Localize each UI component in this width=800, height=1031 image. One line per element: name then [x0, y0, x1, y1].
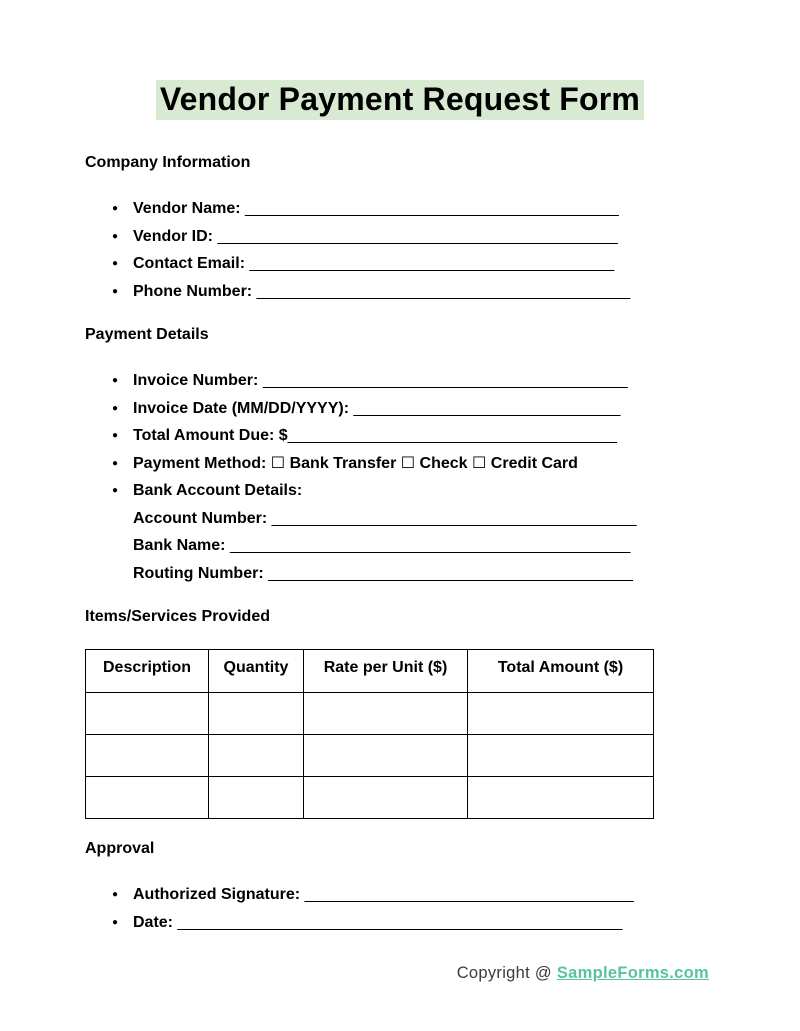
- table-cell: [209, 693, 304, 735]
- table-cell: [209, 777, 304, 819]
- field-label: Vendor ID:: [133, 227, 214, 245]
- blank-line: __________________________________________: [256, 282, 631, 300]
- table-cell: [86, 693, 209, 735]
- bullet-icon: ●: [112, 258, 119, 269]
- blank-line: __________________________________________: [245, 200, 619, 217]
- payment-details-list: [0, 367, 800, 587]
- section-heading-company-information: Company Information: [85, 154, 251, 171]
- field-bank-account-details: [112, 477, 800, 505]
- field-account-number: [133, 505, 800, 533]
- field-label: Date:: [133, 913, 174, 931]
- blank-line: _________________________________________: [249, 255, 615, 272]
- table-header-total-amount: Total Amount ($): [468, 650, 654, 693]
- table-cell: [468, 777, 654, 819]
- blank-line: _____________________________________________: [229, 537, 631, 554]
- table-cell: [304, 735, 468, 777]
- bullet-icon: ●: [112, 375, 119, 386]
- bullet-icon: ●: [112, 285, 119, 297]
- table-row: [86, 693, 654, 735]
- field-phone-number: [112, 278, 800, 306]
- section-heading-items-services: Items/Services Provided: [85, 608, 270, 625]
- bullet-icon: ●: [112, 457, 119, 469]
- bullet-icon: ●: [112, 402, 119, 414]
- field-vendor-name: [112, 195, 800, 223]
- sampleforms-link[interactable]: SampleForms.com: [556, 964, 709, 982]
- field-label: Payment Method:: [133, 454, 267, 472]
- copyright-text: Copyright @: [456, 964, 552, 982]
- blank-line: ______________________________: [353, 399, 621, 417]
- table-cell: [209, 735, 304, 777]
- page-title: [0, 80, 800, 118]
- field-label: Bank Account Details:: [133, 482, 303, 499]
- bullet-icon: ●: [112, 485, 119, 496]
- footer: [0, 964, 800, 983]
- blank-line: _________________________________________: [262, 372, 628, 389]
- field-label: Contact Email:: [133, 255, 246, 272]
- bullet-icon: ●: [112, 916, 119, 928]
- company-information-list: [0, 195, 800, 305]
- blank-line: _____________________________________________: [217, 227, 618, 245]
- field-label: Bank Name:: [133, 537, 226, 554]
- items-services-table: [85, 649, 654, 819]
- blank-line: _____________________________________: [304, 886, 634, 903]
- field-label: Authorized Signature:: [133, 886, 301, 903]
- field-invoice-number: [112, 367, 800, 395]
- bullet-icon: ●: [112, 430, 119, 441]
- field-date: [112, 909, 800, 937]
- section-heading-payment-details: Payment Details: [85, 326, 209, 343]
- table-cell: [304, 777, 468, 819]
- field-label: Routing Number:: [133, 564, 264, 582]
- field-routing-number: [133, 560, 800, 588]
- table-header-description: Description: [86, 650, 209, 693]
- field-label: Invoice Date (MM/DD/YYYY):: [133, 399, 350, 417]
- table-row: [86, 735, 654, 777]
- field-invoice-date: [112, 395, 800, 423]
- page-title-text: Vendor Payment Request Form: [156, 80, 644, 120]
- field-label: Phone Number:: [133, 282, 253, 300]
- field-total-amount-due: [112, 422, 800, 450]
- blank-line: __________________________________________________: [177, 913, 623, 931]
- payment-method-checkbox-options: ☐ Bank Transfer ☐ Check ☐ Credit Card: [270, 454, 578, 472]
- field-contact-email: [112, 250, 800, 278]
- table-row: [86, 777, 654, 819]
- table-header-row: [86, 650, 654, 693]
- table-cell: [468, 735, 654, 777]
- field-label: Invoice Number:: [133, 372, 259, 389]
- section-heading-approval: Approval: [85, 840, 155, 857]
- field-bank-name: [133, 532, 800, 560]
- blank-line: _________________________________________: [271, 509, 637, 527]
- field-label: Vendor Name:: [133, 200, 241, 217]
- table-cell: [304, 693, 468, 735]
- field-authorized-signature: [112, 881, 800, 909]
- field-payment-method: [112, 450, 800, 478]
- bullet-icon: ●: [112, 889, 119, 900]
- table-header-rate-per-unit: Rate per Unit ($): [304, 650, 468, 693]
- table-cell: [86, 777, 209, 819]
- approval-list: [0, 881, 800, 936]
- field-label: Account Number:: [133, 509, 268, 527]
- blank-line: _____________________________________: [287, 427, 617, 444]
- bullet-icon: ●: [112, 203, 119, 214]
- bullet-icon: ●: [112, 230, 119, 242]
- field-label: Total Amount Due: $: [133, 427, 288, 444]
- table-header-quantity: Quantity: [209, 650, 304, 693]
- table-cell: [86, 735, 209, 777]
- blank-line: _________________________________________: [268, 564, 633, 582]
- table-cell: [468, 693, 654, 735]
- field-vendor-id: [112, 223, 800, 251]
